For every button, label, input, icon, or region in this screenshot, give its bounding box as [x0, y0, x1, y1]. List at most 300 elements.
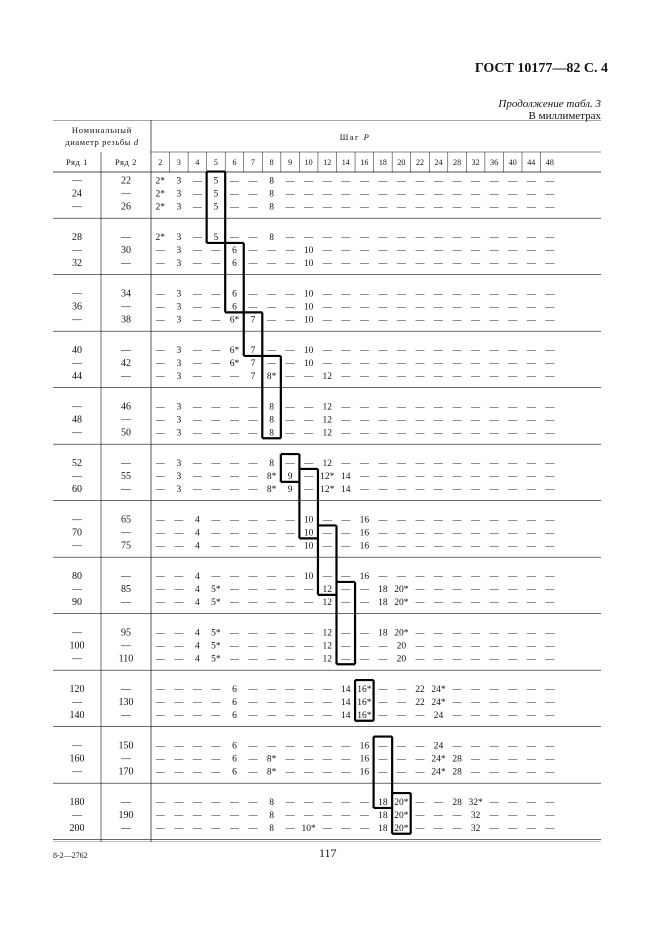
pitch-cell: —: [378, 257, 388, 268]
pitch-cell: —: [434, 201, 444, 212]
pitch-cell: —: [471, 653, 481, 664]
pitch-cell: —: [155, 401, 165, 412]
pitch-cell: —: [452, 527, 462, 538]
pitch-cell: —: [508, 753, 518, 764]
row1-diameter: —: [72, 201, 82, 213]
pitch-cell: —: [396, 470, 406, 481]
row1-diameter: 44: [72, 370, 82, 382]
pitch-cell: —: [248, 640, 258, 651]
pitch-cell: —: [545, 470, 555, 481]
pitch-cell: 3: [176, 428, 182, 439]
pitch-cell: —: [526, 527, 536, 538]
pitch-cell: —: [359, 301, 369, 312]
pitch-cell: —: [545, 540, 555, 551]
header-pitch: Шаг P: [339, 132, 371, 142]
pitch-cell: —: [434, 301, 444, 312]
pitch-cell: 5: [213, 189, 219, 200]
pitch-cell: —: [359, 357, 369, 368]
pitch-cell: —: [526, 514, 536, 525]
row2-diameter: 42: [121, 357, 131, 369]
pitch-cell: —: [322, 257, 332, 268]
pitch-cell: —: [359, 314, 369, 325]
pitch-cell: —: [248, 470, 258, 481]
pitch-cell: —: [304, 709, 314, 720]
pitch-cell: —: [434, 288, 444, 299]
pitch-cell: 6: [232, 697, 237, 708]
pitch-cell: 10: [303, 258, 314, 269]
row2-diameter: —: [121, 797, 131, 808]
pitch-cell: —: [545, 427, 555, 438]
pitch-cell: —: [304, 684, 314, 694]
pitch-cell: —: [211, 345, 221, 355]
pitch-cell: —: [452, 709, 462, 720]
row1-diameter: 28: [72, 232, 82, 243]
pitch-cell: —: [471, 232, 481, 242]
pitch-cell: —: [471, 414, 481, 425]
pitch-header: 5: [213, 158, 218, 167]
pitch-cell: —: [452, 684, 462, 694]
pitch-cell: 10: [303, 315, 314, 326]
row2-diameter: —: [121, 527, 131, 539]
pitch-cell: —: [155, 596, 165, 607]
pitch-cell: —: [526, 345, 536, 355]
pitch-cell: —: [248, 244, 258, 255]
pitch-cell: —: [341, 797, 351, 807]
pitch-cell: —: [471, 527, 481, 538]
pitch-cell: —: [285, 370, 295, 381]
pitch-cell: —: [471, 427, 481, 438]
pitch-header: 24: [434, 158, 443, 167]
pitch-cell: 3: [176, 459, 182, 469]
header-nominal-diameter: диаметр резьбы d: [65, 137, 139, 147]
pitch-cell: —: [359, 470, 369, 481]
pitch-cell: —: [452, 596, 462, 607]
pitch-cell: —: [211, 357, 221, 368]
pitch-cell: 8: [269, 459, 274, 469]
pitch-cell: —: [192, 201, 202, 212]
pitch-cell: —: [192, 370, 202, 381]
pitch-cell: —: [155, 314, 165, 325]
pitch-cell: —: [211, 753, 221, 764]
pitch-cell: —: [192, 288, 202, 299]
pitch-cell: 10: [303, 346, 314, 356]
pitch-cell: —: [545, 232, 555, 242]
pitch-cell: —: [471, 244, 481, 255]
pitch-cell: —: [211, 571, 221, 581]
pitch-cell: —: [322, 201, 332, 212]
pitch-cell: —: [526, 753, 536, 764]
pitch-cell: —: [229, 653, 239, 664]
pitch-cell: —: [285, 740, 295, 751]
pitch-cell: —: [489, 470, 499, 481]
pitch-cell: —: [155, 583, 165, 594]
pitch-header: 4: [195, 158, 200, 167]
pitch-cell: —: [359, 627, 369, 638]
pitch-cell: —: [434, 596, 444, 607]
row2-diameter: —: [121, 571, 131, 582]
pitch-cell: —: [341, 583, 351, 594]
pitch-cell: —: [229, 809, 239, 820]
pitch-cell: —: [248, 288, 258, 299]
pitch-cell: —: [526, 427, 536, 438]
pitch-cell: —: [267, 740, 277, 751]
pitch-cell: —: [211, 301, 221, 312]
pitch-cell: —: [211, 427, 221, 438]
pitch-cell: —: [378, 514, 388, 525]
pitch-cell: —: [508, 797, 518, 807]
pitch-cell: —: [471, 357, 481, 368]
pitch-cell: —: [415, 627, 425, 638]
pitch-cell: 18: [378, 810, 388, 821]
pitch-cell: —: [396, 188, 406, 199]
pitch-cell: —: [471, 345, 481, 355]
pitch-cell: —: [396, 414, 406, 425]
pitch-cell: —: [174, 797, 184, 807]
pitch-cell: —: [211, 540, 221, 551]
pitch-cell: —: [359, 596, 369, 607]
pitch-cell: —: [471, 540, 481, 551]
pitch-cell: —: [285, 596, 295, 607]
pitch-cell: —: [526, 684, 536, 694]
pitch-cell: —: [285, 627, 295, 638]
row2-diameter: 46: [121, 401, 131, 413]
pitch-cell: —: [526, 709, 536, 720]
row1-diameter: 24: [72, 188, 82, 200]
pitch-cell: —: [192, 357, 202, 368]
pitch-cell: —: [267, 244, 277, 255]
pitch-cell: 12: [322, 428, 332, 439]
pitch-cell: —: [322, 809, 332, 820]
pitch-header: 20: [397, 158, 406, 167]
pitch-cell: —: [155, 301, 165, 312]
pitch-cell: —: [396, 244, 406, 255]
row2-diameter: 22: [121, 175, 131, 187]
pitch-cell: —: [341, 822, 351, 833]
row2-diameter: 50: [121, 427, 131, 439]
pitch-cell: —: [211, 709, 221, 720]
pitch-cell: 18: [378, 798, 388, 808]
pitch-cell: —: [359, 483, 369, 494]
pitch-cell: —: [211, 470, 221, 481]
pitch-cell: —: [545, 527, 555, 538]
pitch-cell: —: [211, 401, 221, 412]
pitch-cell: —: [508, 653, 518, 664]
pitch-cell: —: [489, 684, 499, 694]
pitch-cell: —: [285, 314, 295, 325]
pitch-cell: —: [267, 301, 277, 312]
pitch-header: 2: [158, 158, 163, 167]
pitch-cell: —: [285, 201, 295, 212]
pitch-cell: —: [452, 427, 462, 438]
pitch-cell: —: [174, 527, 184, 538]
pitch-cell: 12: [322, 459, 332, 469]
pitch-cell: —: [508, 514, 518, 525]
pitch-cell: —: [378, 740, 388, 751]
pitch-cell: —: [415, 370, 425, 381]
pitch-cell: —: [471, 571, 481, 581]
pitch-cell: —: [267, 345, 277, 355]
pitch-cell: —: [359, 583, 369, 594]
row2-diameter: 38: [121, 314, 131, 326]
row1-diameter: 100: [69, 640, 85, 652]
pitch-cell: —: [434, 822, 444, 833]
pitch-header: 40: [508, 158, 517, 167]
pitch-cell: —: [359, 414, 369, 425]
pitch-cell: 28: [452, 767, 462, 778]
pitch-cell: —: [229, 514, 239, 525]
pitch-cell: —: [415, 458, 425, 468]
pitch-cell: 16: [359, 515, 370, 526]
pitch-cell: —: [248, 596, 258, 607]
pitch-cell: —: [415, 483, 425, 494]
pitch-cell: —: [211, 483, 221, 494]
pitch-cell: —: [434, 232, 444, 242]
pitch-cell: —: [267, 527, 277, 538]
pitch-header: 32: [471, 158, 480, 167]
pitch-cell: —: [211, 514, 221, 525]
pitch-cell: —: [155, 514, 165, 525]
pitch-cell: —: [489, 514, 499, 525]
pitch-cell: —: [396, 401, 406, 412]
pitch-cell: 28: [452, 754, 462, 765]
pitch-cell: —: [415, 809, 425, 820]
pitch-cell: —: [155, 257, 165, 268]
pitch-cell: —: [489, 401, 499, 412]
pitch-cell: —: [267, 314, 277, 325]
pitch-cell: —: [155, 288, 165, 299]
pitch-cell: —: [192, 753, 202, 764]
pitch-cell: 7: [250, 315, 256, 326]
pitch-cell: —: [285, 540, 295, 551]
pitch-header: 7: [251, 158, 256, 167]
row1-diameter: —: [72, 470, 82, 482]
pitch-cell: —: [174, 540, 184, 551]
pitch-cell: —: [285, 514, 295, 525]
row2-diameter: —: [121, 684, 131, 695]
pitch-cell: —: [192, 301, 202, 312]
row1-diameter: —: [72, 740, 82, 752]
row1-diameter: —: [72, 175, 82, 187]
pitch-cell: —: [415, 470, 425, 481]
pitch-cell: —: [174, 684, 184, 694]
pitch-cell: —: [396, 314, 406, 325]
pitch-cell: —: [471, 684, 481, 694]
pitch-cell: —: [359, 822, 369, 833]
pitch-cell: —: [304, 797, 314, 807]
pitch-cell: —: [341, 540, 351, 551]
pitch-cell: —: [434, 527, 444, 538]
pitch-cell: —: [304, 175, 314, 186]
row1-diameter: 140: [69, 709, 85, 721]
pitch-cell: —: [396, 483, 406, 494]
pitch-cell: —: [545, 345, 555, 355]
pitch-cell: —: [211, 527, 221, 538]
pitch-cell: —: [322, 314, 332, 325]
pitch-cell: —: [452, 458, 462, 468]
pitch-cell: —: [452, 809, 462, 820]
pitch-cell: 10: [303, 289, 314, 300]
pitch-cell: —: [285, 458, 295, 468]
pitch-cell: 32: [470, 810, 481, 821]
pitch-cell: —: [396, 232, 406, 242]
pitch-cell: —: [341, 740, 351, 751]
pitch-cell: —: [155, 470, 165, 481]
pitch-cell: —: [341, 596, 351, 607]
pitch-cell: —: [304, 483, 314, 494]
pitch-cell: —: [452, 740, 462, 751]
row1-diameter: —: [72, 514, 82, 526]
pitch-cell: —: [452, 232, 462, 242]
pitch-cell: —: [378, 540, 388, 551]
row2-diameter: 85: [121, 583, 131, 595]
pitch-cell: 18: [378, 584, 388, 595]
pitch-cell: 5*: [211, 628, 221, 639]
pitch-cell: 7: [250, 346, 256, 356]
row2-diameter: 26: [121, 201, 131, 213]
row1-diameter: 80: [72, 571, 82, 582]
pitch-cell: —: [489, 257, 499, 268]
pitch-cell: —: [341, 188, 351, 199]
pitch-cell: —: [545, 514, 555, 525]
pitch-cell: —: [174, 822, 184, 833]
pitch-cell: —: [434, 470, 444, 481]
pitch-cell: —: [211, 257, 221, 268]
pitch-cell: 20*: [394, 628, 409, 639]
pitch-cell: 8: [269, 176, 274, 187]
pitch-cell: —: [304, 583, 314, 594]
pitch-cell: —: [341, 427, 351, 438]
pitch-cell: —: [229, 401, 239, 412]
pitch-cell: 10: [303, 515, 314, 526]
pitch-cell: 22: [415, 697, 425, 708]
pitch-cell: —: [434, 627, 444, 638]
pitch-cell: —: [285, 583, 295, 594]
pitch-cell: 3: [176, 358, 182, 369]
pitch-cell: —: [434, 357, 444, 368]
pitch-cell: —: [545, 458, 555, 468]
pitch-cell: —: [489, 740, 499, 751]
pitch-cell: —: [452, 822, 462, 833]
pitch-cell: —: [396, 571, 406, 581]
row2-diameter: —: [121, 709, 131, 721]
pitch-cell: 4: [195, 597, 200, 608]
pitch-cell: —: [192, 797, 202, 807]
pitch-cell: —: [174, 571, 184, 581]
pitch-cell: —: [359, 244, 369, 255]
pitch-cell: 3: [176, 415, 182, 426]
pitch-cell: —: [471, 257, 481, 268]
row2-diameter: 110: [118, 653, 134, 665]
row2-diameter: 65: [121, 514, 131, 526]
pitch-cell: —: [359, 401, 369, 412]
row2-diameter: —: [121, 188, 131, 200]
row2-diameter: —: [121, 822, 131, 834]
pitch-cell: —: [322, 766, 332, 777]
pitch-cell: —: [229, 797, 239, 807]
pitch-cell: 6: [232, 741, 237, 752]
pitch-cell: —: [471, 640, 481, 651]
pitch-cell: 6: [232, 685, 237, 695]
pitch-cell: —: [248, 427, 258, 438]
pitch-cell: 5*: [211, 641, 221, 652]
pitch-cell: —: [545, 414, 555, 425]
pitch-cell: —: [285, 232, 295, 242]
pitch-cell: —: [378, 458, 388, 468]
pitch-cell: —: [359, 232, 369, 242]
pitch-cell: —: [415, 514, 425, 525]
pitch-cell: —: [267, 596, 277, 607]
pitch-cell: —: [378, 653, 388, 664]
pitch-cell: —: [452, 244, 462, 255]
pitch-cell: —: [415, 640, 425, 651]
pitch-cell: —: [285, 709, 295, 720]
pitch-cell: —: [267, 357, 277, 368]
pitch-cell: —: [396, 357, 406, 368]
pitch-cell: —: [322, 540, 332, 551]
pitch-cell: 14: [341, 484, 351, 495]
pitch-cell: —: [545, 583, 555, 594]
pitch-cell: 8: [269, 810, 274, 821]
row2-diameter: 34: [121, 288, 131, 300]
pitch-cell: —: [359, 809, 369, 820]
pitch-cell: —: [155, 427, 165, 438]
pitch-cell: —: [229, 201, 239, 212]
pitch-cell: —: [155, 458, 165, 468]
pitch-cell: —: [452, 288, 462, 299]
pitch-cell: —: [434, 640, 444, 651]
pitch-cell: —: [229, 822, 239, 833]
pitch-cell: —: [341, 653, 351, 664]
pitch-cell: —: [452, 627, 462, 638]
pitch-header: 14: [341, 158, 350, 167]
pitch-cell: —: [267, 709, 277, 720]
pitch-cell: —: [285, 301, 295, 312]
pitch-cell: —: [359, 653, 369, 664]
pitch-cell: —: [285, 797, 295, 807]
pitch-cell: —: [508, 175, 518, 186]
pitch-cell: —: [508, 470, 518, 481]
pitch-cell: —: [545, 188, 555, 199]
pitch-cell: —: [155, 809, 165, 820]
pitch-cell: —: [192, 809, 202, 820]
pitch-cell: —: [508, 640, 518, 651]
pitch-cell: —: [192, 483, 202, 494]
pitch-header: 28: [453, 158, 462, 167]
pitch-cell: —: [545, 357, 555, 368]
pitch-cell: —: [545, 653, 555, 664]
pitch-cell: 4: [195, 541, 200, 552]
pitch-cell: 8*: [266, 754, 277, 765]
pitch-cell: —: [359, 175, 369, 186]
pitch-cell: —: [489, 188, 499, 199]
pitch-cell: —: [508, 571, 518, 581]
pitch-cell: 12: [322, 654, 332, 665]
pitch-cell: —: [248, 514, 258, 525]
pitch-cell: —: [526, 244, 536, 255]
pitch-cell: —: [526, 201, 536, 212]
pitch-cell: —: [229, 527, 239, 538]
pitch-cell: 8: [269, 189, 274, 200]
pitch-cell: —: [211, 314, 221, 325]
pitch-cell: 4: [195, 654, 200, 665]
pitch-cell: —: [341, 414, 351, 425]
pitch-cell: 18: [378, 597, 388, 608]
pitch-cell: —: [526, 288, 536, 299]
pitch-cell: —: [452, 345, 462, 355]
pitch-cell: —: [304, 470, 314, 481]
pitch-cell: —: [415, 709, 425, 720]
pitch-cell: —: [396, 458, 406, 468]
